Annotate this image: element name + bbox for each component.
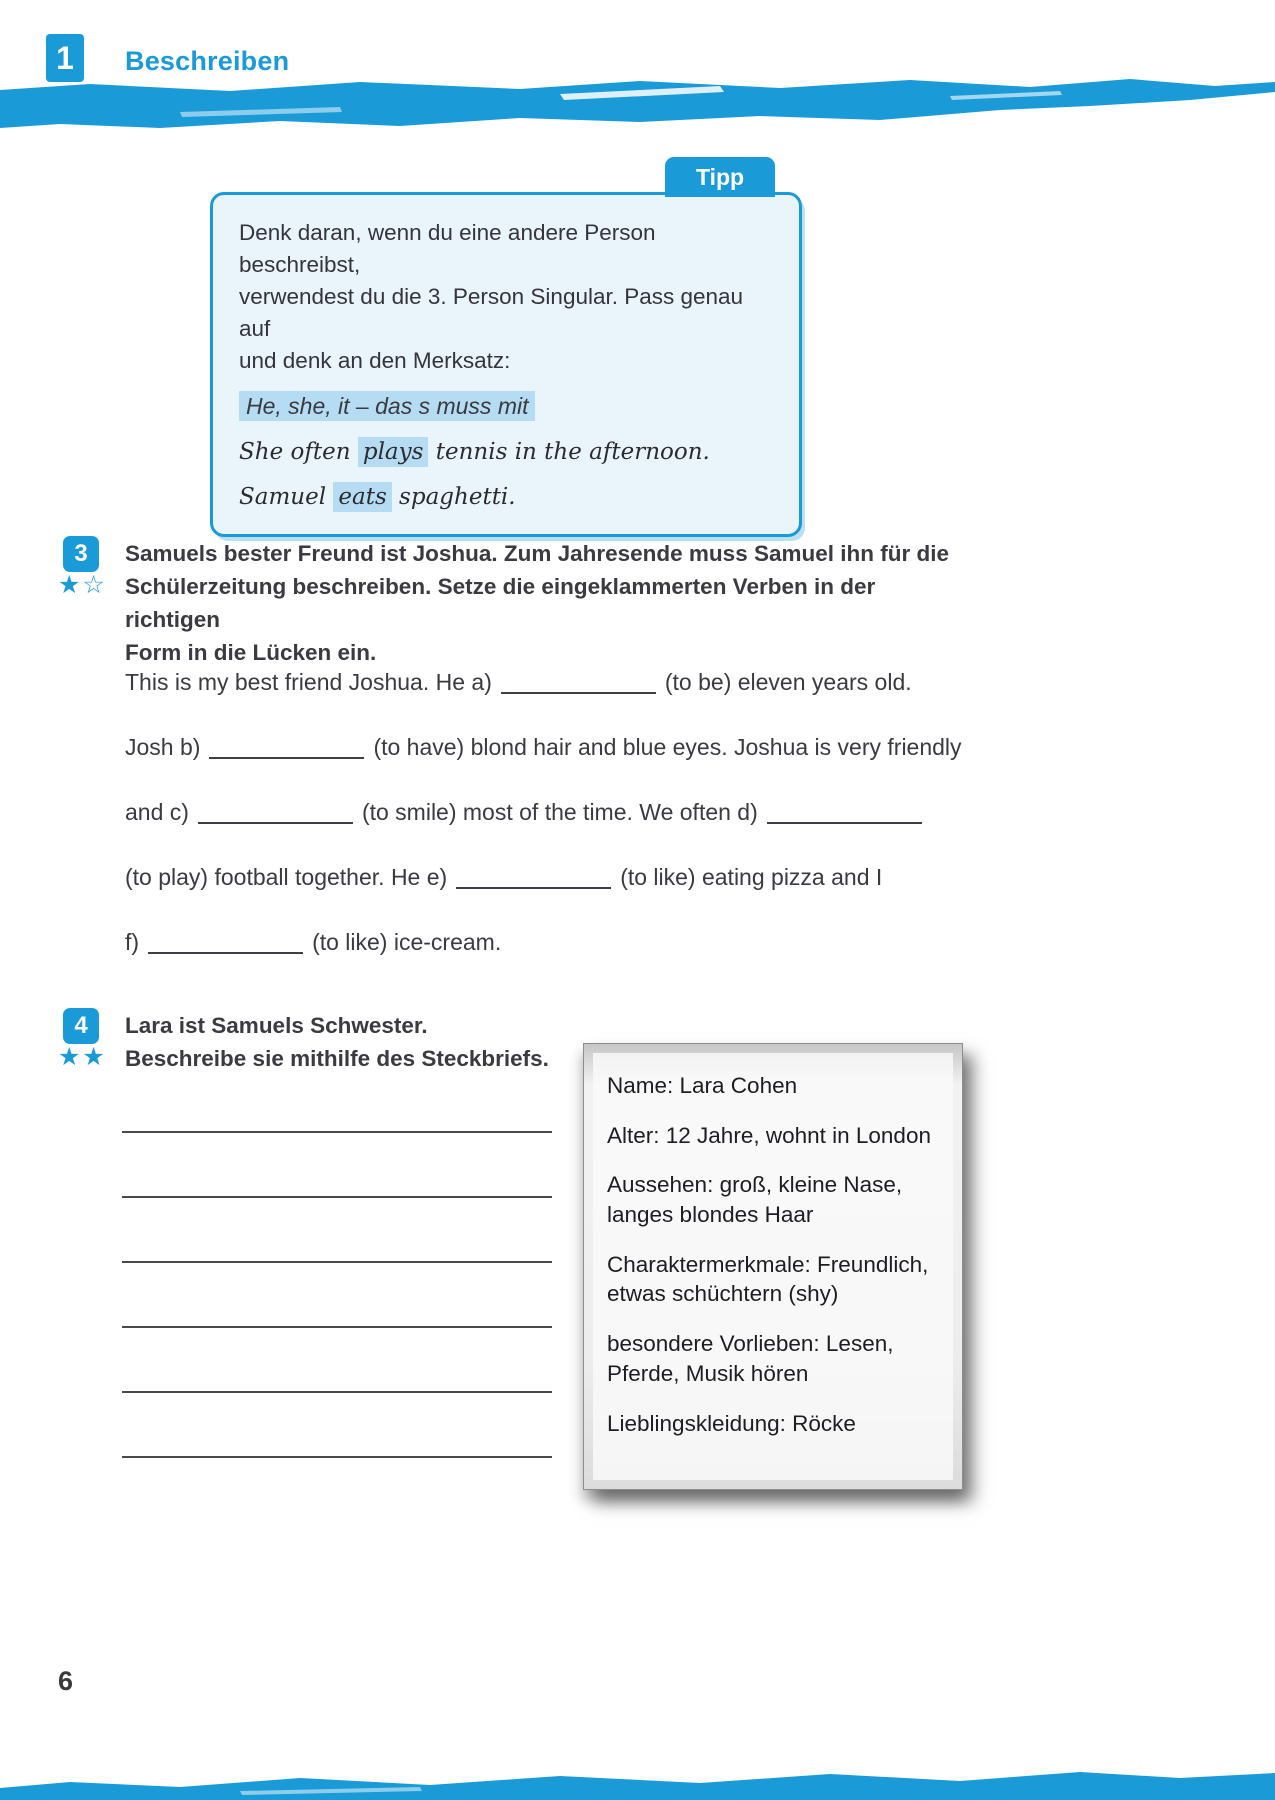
tip-intro-line: und denk an den Merksatz: [239,347,511,373]
write-line[interactable] [122,1456,552,1458]
fill-text: (to play) football together. He e) [125,864,448,890]
exercise-3-difficulty [58,570,107,600]
example-text: tennis in the afternoon. [428,438,710,465]
tip-example-1 [239,439,773,465]
write-line[interactable] [122,1261,552,1263]
fill-text: Josh b) [125,734,201,760]
fill-line [125,796,1045,828]
answer-blank-d[interactable] [767,800,922,824]
example-verb-highlight: eats [333,482,391,512]
tip-intro [239,217,773,377]
star-outline-icon: ☆ [82,571,107,599]
tip-intro-line: verwendest du die 3. Person Singular. Pass genau auf [239,283,744,341]
star-icon: ★ [58,571,83,599]
brush-stroke-bottom [0,1758,1275,1800]
tip-rule [239,393,773,420]
instruction-line: Lara ist Samuels Schwester. [125,1013,428,1038]
example-text: spaghetti. [391,483,516,510]
star-icon: ★ [58,1043,83,1071]
exercise-4-instruction [125,1009,645,1075]
steckbrief-content [593,1053,953,1480]
fill-text: f) [125,929,140,955]
write-line[interactable] [122,1391,552,1393]
fill-text: and c) [125,799,189,825]
steckbrief-entry-name: Name: Lara Cohen [607,1073,798,1098]
answer-blank-a[interactable] [501,670,656,694]
write-line[interactable] [122,1196,552,1198]
fill-text: (to like) ice-cream. [312,929,502,955]
instruction-line: Beschreibe sie mithilfe des Steckbriefs. [125,1046,549,1072]
example-text: She often [239,438,358,465]
example-verb-highlight: plays [358,437,429,467]
exercise-4-badge: 4 [63,1008,99,1044]
steckbrief-entry-kleidung: Lieblingskleidung: Röcke [607,1410,856,1436]
answer-blank-e[interactable] [456,865,611,889]
page-number: 6 [58,1666,74,1696]
fill-text: (to smile) most of the time. We often d) [361,799,758,825]
tip-tab: Tipp [665,157,775,197]
answer-blank-f[interactable] [148,930,303,954]
star-icon: ★ [82,1043,107,1071]
exercise-3-instruction [125,537,975,669]
page-title: Beschreiben [125,46,290,76]
write-line[interactable] [122,1326,552,1328]
steckbrief-entry-aussehen: Aussehen: groß, kleine Nase, langes blondes Haar [607,1172,903,1228]
fill-text: (to be) eleven years old. [664,669,912,695]
exercise-4-answer-lines [122,1131,552,1521]
fill-line [125,861,1045,893]
exercise-3-badge: 3 [63,536,99,572]
steckbrief-entry-alter: Alter: 12 Jahre, wohnt in London [607,1122,931,1148]
steckbrief-entry-charakter: Charaktermerkmale: Freundlich, etwas schüchtern (shy) [607,1251,929,1307]
write-line[interactable] [122,1131,552,1133]
instruction-line: Schülerzeitung beschreiben. Setze die eingeklammerten Verben in der richtigen [125,574,876,633]
fill-line [125,926,1045,958]
unit-number-badge: 1 [46,34,84,82]
fill-text: This is my best friend Joshua. He a) [125,669,492,695]
fill-text: (to like) eating pizza and I [620,864,883,890]
fill-line [125,731,1045,763]
brush-stroke-top [0,76,1275,138]
exercise-3-fill-text [125,666,1045,991]
tip-example-2 [239,484,773,510]
answer-blank-c[interactable] [198,800,353,824]
tip-intro-line: Denk daran, wenn du eine andere Person beschreibst, [239,220,656,277]
instruction-line: Form in die Lücken ein. [125,640,377,666]
answer-blank-b[interactable] [209,735,364,759]
instruction-line: Samuels bester Freund ist Joshua. Zum Jahresende muss Samuel ihn für die [125,541,949,566]
steckbrief-card [583,1043,963,1490]
rule-highlight: He, she, it – das s muss mit [239,391,535,421]
steckbrief-entry-vorlieben: besondere Vorlieben: Lesen, Pferde, Musik hören [607,1331,894,1386]
fill-line [125,666,1045,698]
exercise-4-difficulty [58,1042,107,1072]
fill-text: (to have) blond hair and blue eyes. Joshua is very friendly [373,734,962,760]
tip-box [210,164,802,537]
example-text: Samuel [239,483,334,510]
